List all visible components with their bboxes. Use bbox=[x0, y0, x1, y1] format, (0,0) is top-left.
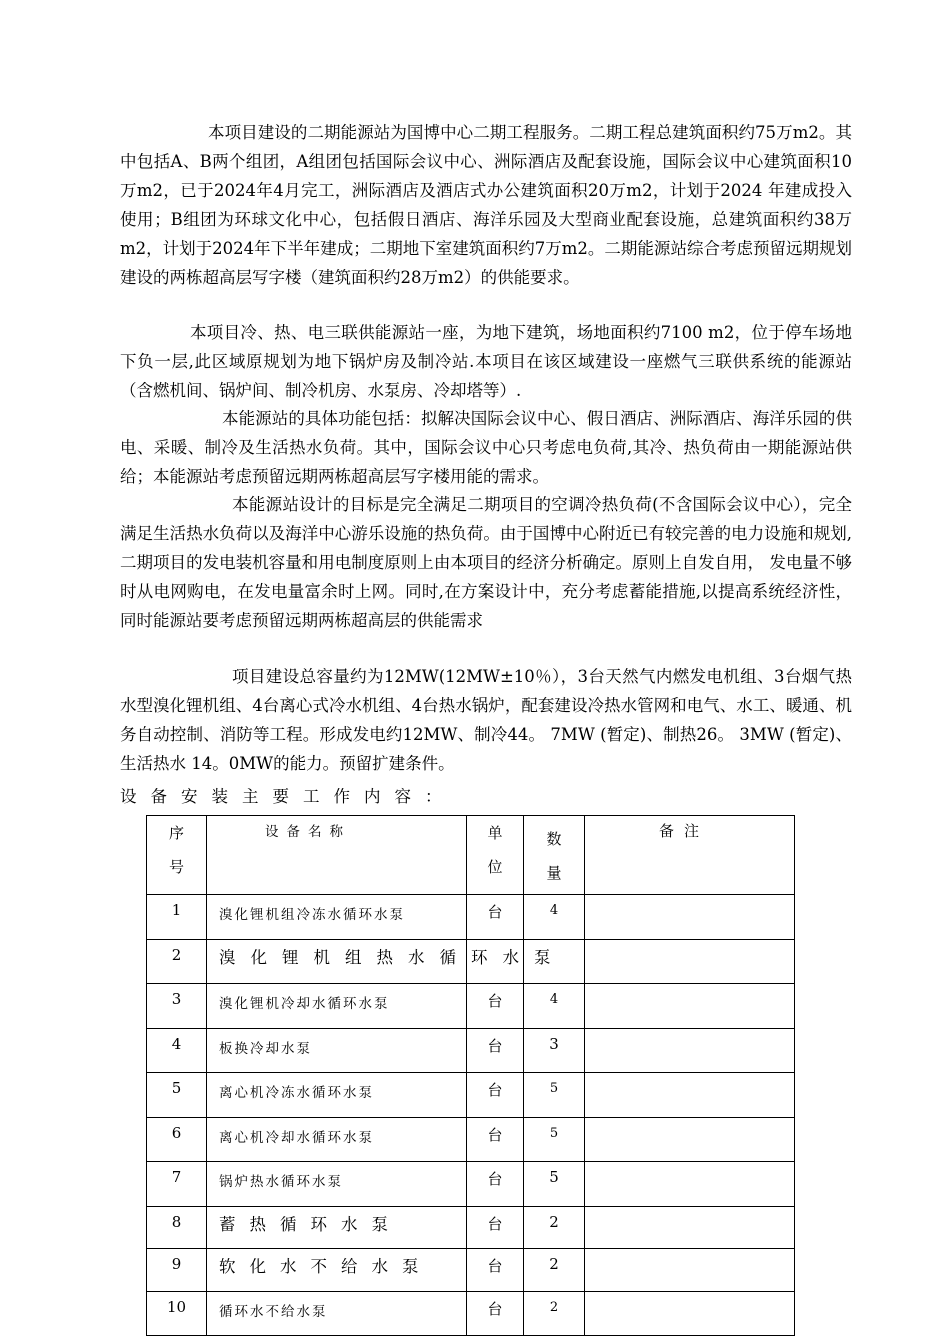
cell-seq: 10 bbox=[147, 1291, 207, 1336]
cell-qty: 4 bbox=[524, 895, 585, 940]
cell-note bbox=[585, 1206, 795, 1249]
paragraph-design-goals: 本能源站设计的目标是完全满足二期项目的空调冷热负荷(不含国际会议中心），完全满足生活热水负荷以及海洋中心游乐设施的热负荷。由于国博中心附近已有较完善的电力设施和规划,二期项目的发电装机容量和用电制度原则上由本项目的经济分析确定。原则上自发自用， 发电量不够时从电网购电，在发电量富余时上网。同时,在方案设计中，充分考虑蓄能措施,以提高系统经济性，同时能源站要考虑预留远期两栋超高层的供能需求 bbox=[120, 495, 852, 630]
cell-note bbox=[585, 984, 795, 1029]
cell-name: 板换冷却水泵 bbox=[207, 1028, 467, 1073]
header-note: 备注 bbox=[585, 816, 795, 895]
cell-name: 溴化锂机冷却水循环水泵 bbox=[207, 984, 467, 1029]
cell-qty: 5 bbox=[524, 1117, 585, 1162]
cell-name: 溴化锂机组冷冻水循环水泵 bbox=[207, 895, 467, 940]
cell-name: 离心机冷冻水循环水泵 bbox=[207, 1073, 467, 1118]
cell-unit: 台 bbox=[467, 1073, 524, 1118]
cell-note bbox=[585, 1249, 795, 1292]
cell-name: 锅炉热水循环水泵 bbox=[207, 1162, 467, 1207]
cell-unit: 台 bbox=[467, 1162, 524, 1207]
table-row bbox=[147, 939, 795, 984]
cell-seq: 8 bbox=[147, 1206, 207, 1249]
table-row bbox=[147, 1073, 795, 1118]
cell-note bbox=[585, 1117, 795, 1162]
cell-seq: 6 bbox=[147, 1117, 207, 1162]
table-row bbox=[147, 895, 795, 940]
cell-name: 循环水不给水泵 bbox=[207, 1291, 467, 1336]
cell-name: 溴化锂机组热水循环水泵 bbox=[207, 939, 467, 984]
cell-name: 离心机冷却水循环水泵 bbox=[207, 1117, 467, 1162]
cell-unit: 台 bbox=[467, 1117, 524, 1162]
cell-qty: 2 bbox=[524, 1249, 585, 1292]
cell-name: 软化水不给水泵 bbox=[207, 1249, 467, 1292]
cell-note bbox=[585, 895, 795, 940]
cell-qty: 2 bbox=[524, 1206, 585, 1249]
cell-unit: 台 bbox=[467, 1028, 524, 1073]
table-row bbox=[147, 1291, 795, 1336]
table-row bbox=[147, 1028, 795, 1073]
table-row bbox=[147, 1162, 795, 1207]
paragraph-functions: 本能源站的具体功能包括：拟解决国际会议中心、假日酒店、洲际酒店、海洋乐园的供电、采暖、制冷及生活热水负荷。其中，国际会议中心只考虑电负荷,其冷、热负荷由一期能源站供给；本能源站考虑预留远期两栋超高层写字楼用能的需求。 bbox=[120, 409, 852, 486]
cell-note bbox=[585, 1073, 795, 1118]
cell-note bbox=[585, 1291, 795, 1336]
cell-seq: 3 bbox=[147, 984, 207, 1029]
cell-qty: 4 bbox=[524, 984, 585, 1029]
cell-seq: 1 bbox=[147, 895, 207, 940]
cell-unit: 台 bbox=[467, 1291, 524, 1336]
paragraph-project-overview: 本项目建设的二期能源站为国博中心二期工程服务。二期工程总建筑面积约75万m2。其中包括A、B两个组团，A组团包括国际会议中心、洲际酒店及配套设施，国际会议中心建筑面积10万m2，已于2024年4月完工，洲际酒店及酒店式办公建筑面积20万m2，计划于2024 年建成投入使用；B组团为环球文化中心，包括假日酒店、海洋乐园及大型商业配套设施，总建筑面积约38万m2，计划于2024年下半年建成；二期地下室建筑面积约7万m2。二期能源站综合考虑预留远期规划建设的两栋超高层写字楼（建筑面积约28万m2）的供能要求。 bbox=[120, 123, 852, 287]
table-row bbox=[147, 1249, 795, 1292]
cell-qty: 5 bbox=[524, 1073, 585, 1118]
cell-note bbox=[585, 1028, 795, 1073]
table-header-row bbox=[147, 816, 795, 895]
cell-unit: 台 bbox=[467, 1206, 524, 1249]
cell-seq: 9 bbox=[147, 1249, 207, 1292]
header-seq: 序 号 bbox=[147, 816, 207, 895]
cell-qty: 3 bbox=[524, 1028, 585, 1073]
paragraph-capacity: 项目建设总容量约为12MW(12MW±10％），3台天然气内燃发电机组、3台烟气热水型溴化锂机组、4台离心式冷水机组、4台热水锅炉，配套建设冷热水管网和电气、水工、暖通、机务自动控制、消防等工程。形成发电约12MW、制冷44。 7MW (暂定)、制热26。 3MW (暂定)、生活热水 14。0MW的能力。预留扩建条件。 bbox=[120, 667, 852, 773]
header-qty: 数 量 bbox=[524, 816, 585, 895]
cell-name: 蓄热循环水泵 bbox=[207, 1206, 467, 1249]
cell-note bbox=[585, 1162, 795, 1207]
table-row bbox=[147, 1206, 795, 1249]
cell-qty: 5 bbox=[524, 1162, 585, 1207]
cell-seq: 7 bbox=[147, 1162, 207, 1207]
section-heading: 设备安装主要工作内容： bbox=[120, 787, 456, 806]
cell-unit: 台 bbox=[467, 984, 524, 1029]
cell-seq: 2 bbox=[147, 939, 207, 984]
cell-seq: 4 bbox=[147, 1028, 207, 1073]
paragraph-energy-station: 本项目冷、热、电三联供能源站一座，为地下建筑，场地面积约7100 m2，位于停车场地下负一层,此区域原规划为地下锅炉房及制冷站.本项目在该区域建设一座燃气三联供系统的能源站（含燃机间、锅炉间、制冷机房、水泵房、冷却塔等）. bbox=[120, 323, 852, 400]
cell-unit: 台 bbox=[467, 1249, 524, 1292]
table-row bbox=[147, 984, 795, 1029]
header-unit: 单 位 bbox=[467, 816, 524, 895]
equipment-table bbox=[146, 815, 795, 1336]
cell-qty: 2 bbox=[524, 1291, 585, 1336]
table-row bbox=[147, 1117, 795, 1162]
header-name: 设备名称 bbox=[207, 816, 467, 895]
cell-unit: 台 bbox=[467, 895, 524, 940]
cell-note bbox=[585, 939, 795, 984]
cell-seq: 5 bbox=[147, 1073, 207, 1118]
